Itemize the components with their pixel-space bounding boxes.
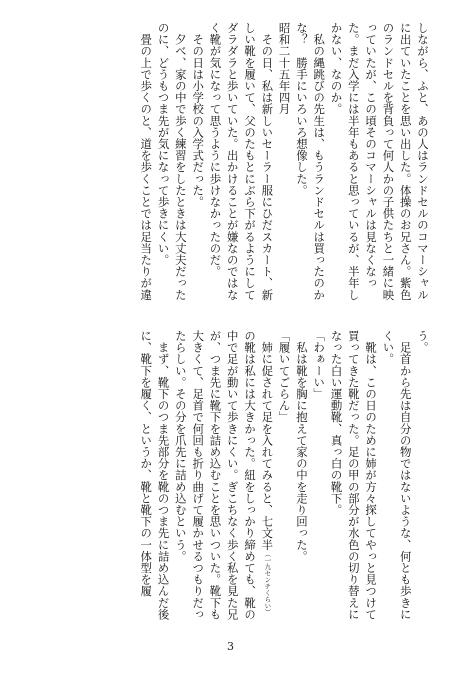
paragraph: 私の縄跳びの先生は、もうランドセルは買ったのかな？ 勝手にいろいろ想像した。 <box>294 22 327 301</box>
paragraph: まず、靴下のつま先部分を靴のつま先に詰め込んだ後に、靴下を履く、というか、靴と靴下の一体型を履 <box>139 330 171 620</box>
paragraph-text: の靴は私には大きかった。紐をしっかり締めても、靴の中で足が動いて歩きにくい。ぎこちなく歩く私を見た兄が、つま先に靴下を詰め込むことを思いついた。靴下も大きくて、足首で何回も折り曲げて履かせるつもりだったらしい。その分を爪先に詰め込むという。 <box>173 330 258 620</box>
paragraph <box>172 330 276 620</box>
vertical-text-block-bottom <box>51 330 431 620</box>
paragraph: 夕べ、家の中で歩く練習をしたときは大丈夫だったのに、どうもつま先が気になって歩きにくい。 <box>156 22 188 301</box>
paragraph: 足首から先は自分の物ではないような、何とも歩きにくい。 <box>381 330 413 620</box>
paragraph: 靴は、この日のために姉が方々探してやっと見つけて買ってきた靴だった。足の甲の部分が水色の切り替えになった白い運動靴、真っ白の靴下。 <box>329 330 379 620</box>
size-annotation: （一九センチくらい） <box>263 550 272 616</box>
paragraph-text: 姉に促されて足を入れてみると、七文半 <box>260 330 275 551</box>
paragraph: 畳の上で歩くのと、道を歩くことでは足当たりが違 <box>139 22 154 301</box>
dialogue-line: 「わぁーい」 <box>312 330 327 400</box>
paragraph: しながら、ふと、あの人はランドセルのコマーシャルに出ていたことを思い出した。体操のお兄さん。紫色のランドセルを背負って何人かの子供たちと一緒に映っていたが、この頃そのコマーシャルは見なくなった。まだ入学には半年もあると思っているが、半年しかない、なのか。 <box>329 22 430 301</box>
paragraph: その日、私は新しいセーラー服にひだスカート、新しい靴を履いて、父のたもとにぶら下がるようにしてダラダラと歩いていた。出かけることが嫌なのではなく靴が気になって思うように歩けなかったのだ。 <box>208 22 275 301</box>
vertical-text-block-top <box>51 22 431 310</box>
dialogue-line: 「履いてごらん」 <box>277 330 292 423</box>
section-date-heading: 昭和二十五年四月 <box>277 22 292 115</box>
page-number: 3 <box>227 640 234 653</box>
paragraph: 私は靴を胸に抱えて家の中を走り回った。 <box>294 330 309 562</box>
paragraph: その日は小学校の入学式だった。 <box>191 22 206 208</box>
paragraph: う。 <box>416 330 430 354</box>
